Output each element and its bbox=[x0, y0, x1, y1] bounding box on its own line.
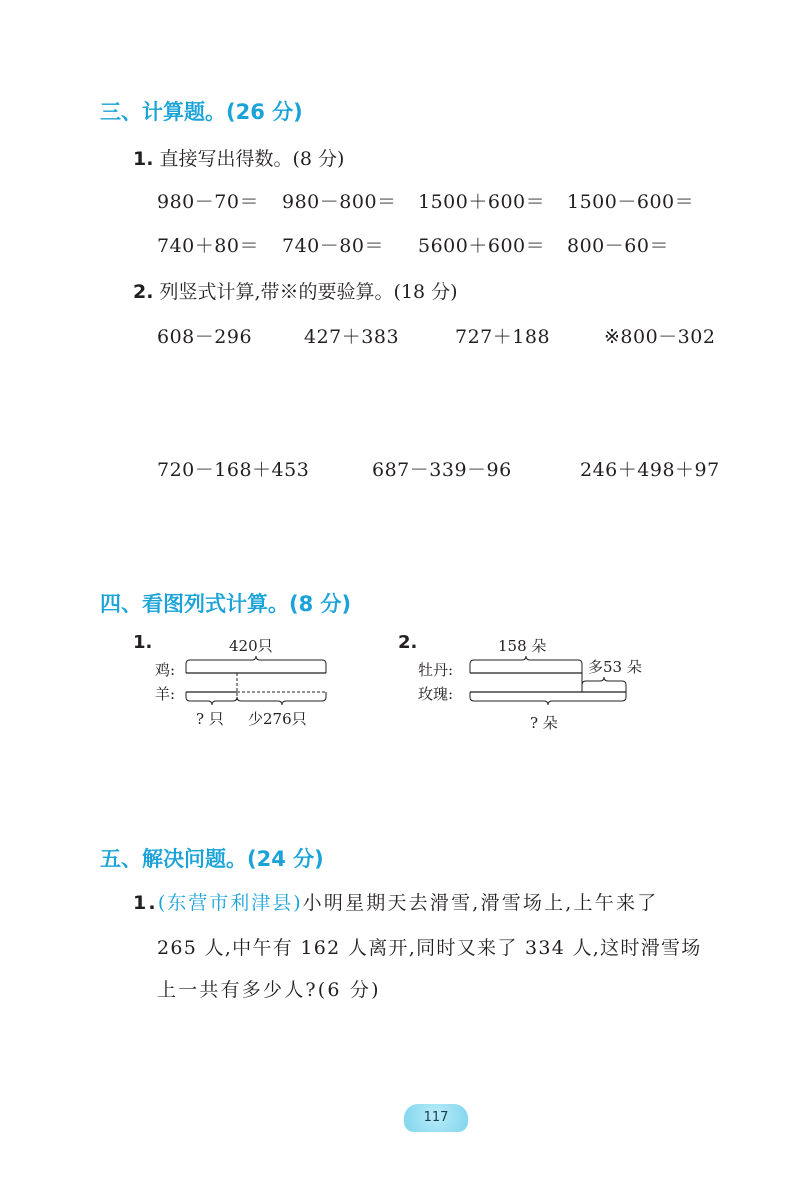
exercise-740-minus-80: 740－80＝ bbox=[282, 235, 384, 257]
problem-1-source: (东营市利津县) bbox=[157, 892, 303, 914]
diagram-1-total-label: 420只 bbox=[229, 637, 273, 655]
section-3-title: 三、计算题。(26 分) bbox=[100, 100, 303, 124]
question-2-text: 列竖式计算,带※的要验算。(18 分) bbox=[159, 281, 458, 303]
diagram-1-sheep-label: 羊: bbox=[155, 685, 176, 703]
exercise-800-minus-60: 800－60＝ bbox=[567, 235, 669, 257]
vertical-calc-246-498-97: 246＋498＋97 bbox=[580, 459, 720, 481]
diagram-2-question-label: ? 朵 bbox=[530, 714, 558, 732]
exercise-740-plus-80: 740＋80＝ bbox=[157, 235, 259, 257]
diagram-2-bottom-brace bbox=[470, 692, 626, 705]
exercise-980-800: 980－800＝ bbox=[282, 191, 397, 213]
question-1-number: 1. bbox=[133, 148, 154, 170]
diagram-2-top-brace bbox=[470, 656, 582, 673]
vertical-calc-720-168-453: 720－168＋453 bbox=[157, 459, 310, 481]
vertical-calc-687-339-96: 687－339－96 bbox=[372, 459, 512, 481]
diagram-2-number: 2. bbox=[398, 632, 418, 653]
question-2-number: 2. bbox=[133, 281, 154, 303]
section-4-title: 四、看图列式计算。(8 分) bbox=[100, 592, 352, 616]
vertical-calc-427-383: 427＋383 bbox=[304, 326, 400, 348]
diagram-2-more-label: 多53 朵 bbox=[588, 658, 642, 676]
page-number-badge bbox=[404, 1104, 468, 1132]
exercise-980-70: 980－70＝ bbox=[157, 191, 259, 213]
problem-1-text-line-2: 265 人,中午有 162 人离开,同时又来了 334 人,这时滑雪场 bbox=[157, 937, 702, 959]
problem-1-line-1 bbox=[133, 888, 658, 915]
vertical-calc-608-296: 608－296 bbox=[157, 326, 253, 348]
diagram-1-question-label: ? 只 bbox=[196, 710, 224, 728]
diagram-2-extra-brace bbox=[582, 677, 626, 692]
diagram-1-number: 1. bbox=[133, 632, 153, 653]
exercise-1500-minus-600: 1500－600＝ bbox=[567, 191, 695, 213]
diagram-1-less-label: 少276只 bbox=[248, 710, 307, 728]
vertical-calc-800-302: ※800－302 bbox=[604, 326, 716, 348]
problem-1-text-line-3: 上一共有多少人?(6 分) bbox=[157, 979, 381, 1001]
problem-1-number: 1. bbox=[133, 892, 158, 914]
section-5-title: 五、解决问题。(24 分) bbox=[100, 847, 324, 871]
question-1-text: 直接写出得数。(8 分) bbox=[159, 148, 345, 170]
exercise-5600-plus-600: 5600＋600＝ bbox=[418, 235, 546, 257]
page-number: 117 bbox=[423, 1110, 449, 1125]
diagram-2-rose-label: 玫瑰: bbox=[418, 685, 454, 703]
vertical-calc-727-188: 727＋188 bbox=[455, 326, 551, 348]
problem-1-text-line-1: 小明星期天去滑雪,滑雪场上,上午来了 bbox=[302, 892, 659, 914]
exercise-1500-plus-600: 1500＋600＝ bbox=[418, 191, 546, 213]
diagram-1-chicken-label: 鸡: bbox=[155, 661, 176, 679]
diagram-2-peony-count-label: 158 朵 bbox=[498, 637, 547, 655]
diagram-2-peony-label: 牡丹: bbox=[418, 661, 454, 679]
